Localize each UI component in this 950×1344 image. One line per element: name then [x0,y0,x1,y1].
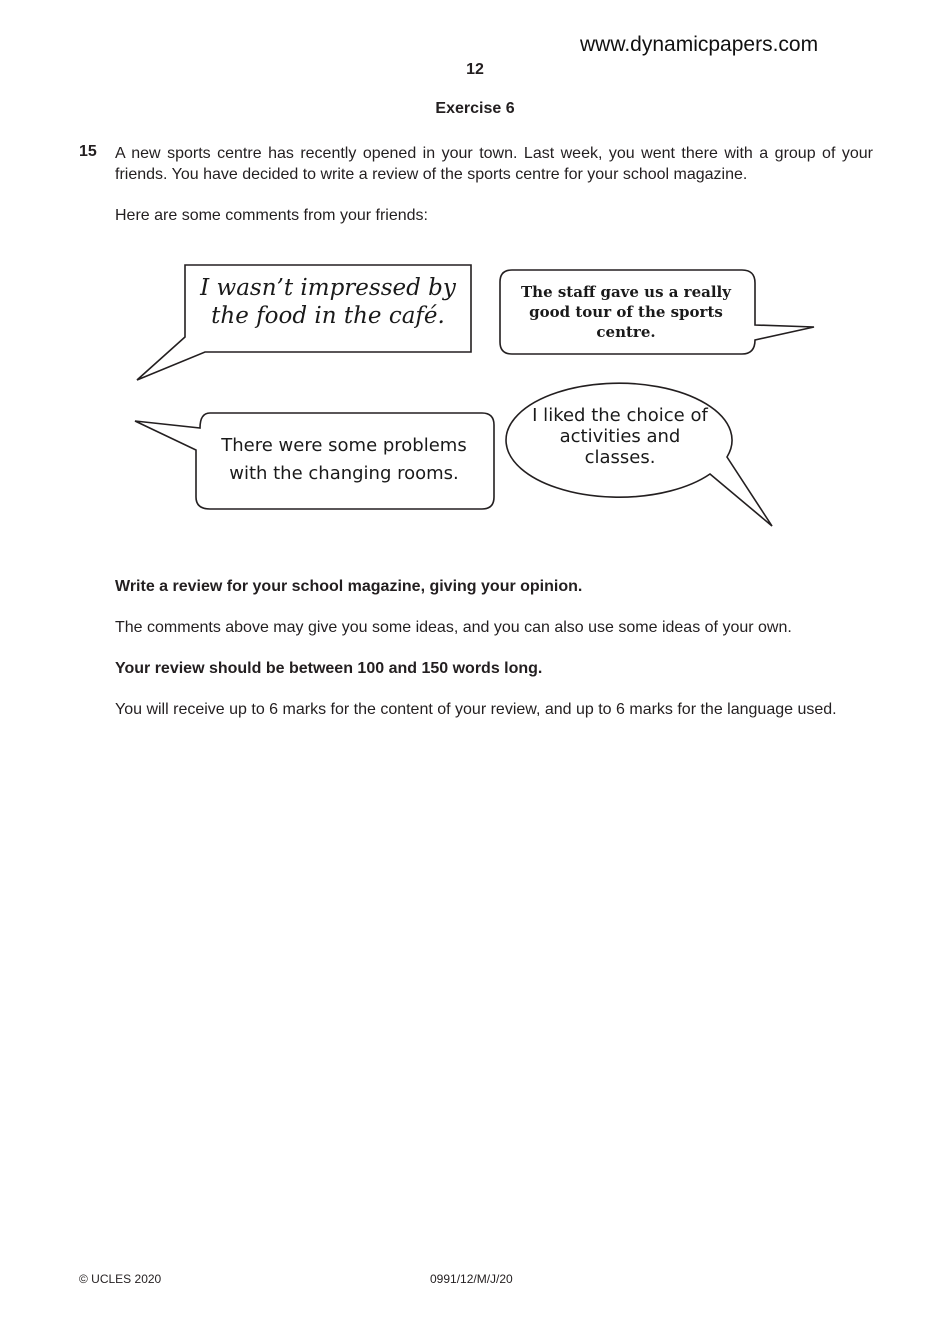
speech-bubbles [130,260,830,535]
question-intro: A new sports centre has recently opened in your town. Last week, you went there with a group of your friends. You have decided to write a review of the sports centre for your school magazine. [115,145,873,183]
comments-intro: Here are some comments from your friends: [115,207,428,224]
length-requirement: Your review should be between 100 and 150 words long. [115,660,543,677]
bubble-text-changing-rooms: There were some problems with the changing rooms. [221,435,467,484]
exercise-title: Exercise 6 [435,100,515,117]
ideas-note: The comments above may give you some ideas, and you can also use some ideas of your own. [115,619,792,636]
marks-note: You will receive up to 6 marks for the content of your review, and up to 6 marks for the language used. [115,701,837,718]
footer-copyright: © UCLES 2020 [79,1272,162,1286]
task-instruction: Write a review for your school magazine, giving your opinion. [115,578,583,595]
bubble-text-food: I wasn’t impressed by the food in the café. [200,275,456,329]
page-number: 12 [466,61,484,78]
bubble-text-staff: The staff gave us a really good tour of the sports centre. [521,283,731,341]
bubble-text-activities: I liked the choice of activities and classes. [532,405,708,468]
website-url: www.dynamicpapers.com [580,33,819,56]
footer-paper-code: 0991/12/M/J/20 [430,1272,513,1286]
question-number: 15 [79,143,97,160]
